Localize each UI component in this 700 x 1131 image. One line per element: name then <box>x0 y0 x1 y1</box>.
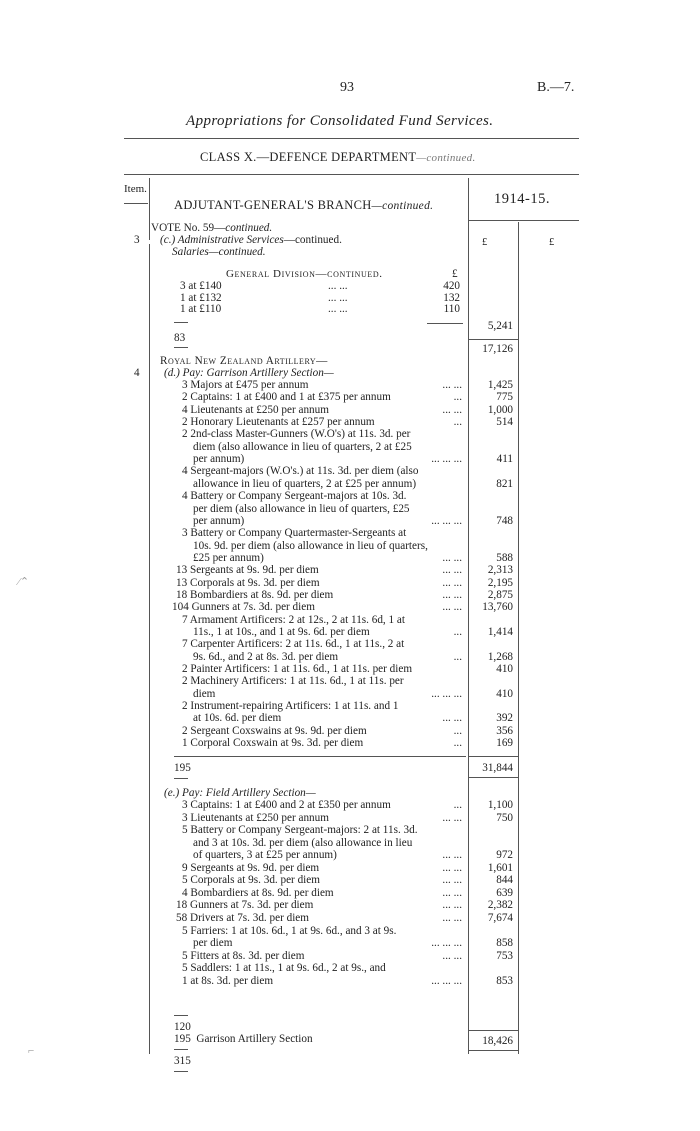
entry-text: of quarters, 3 at £25 per annum) <box>193 849 337 862</box>
entry-amount: 410 <box>496 663 513 676</box>
item-column-divider <box>149 178 150 240</box>
garrison-total-underline <box>469 777 518 778</box>
entry-text: diem (also allowance in lieu of quarters, 2 at £25 <box>193 440 412 453</box>
garrison-total: 31,844 <box>482 762 513 774</box>
field-heading: (e.) Pay: Field Artillery Section— <box>164 787 316 799</box>
entry-text: 7 Armament Artificers: 2 at 12s., 2 at 11s. 6d, 1 at <box>182 613 405 626</box>
entry-text: 2 Instrument-repairing Artificers: 1 at 11s. and 1 <box>182 700 399 713</box>
item-column-header: Item. <box>124 183 147 195</box>
entry-text: 11s., 1 at 10s., and 1 at 9s. 6d. per diem <box>193 626 370 638</box>
entry-amount: 750 <box>496 811 513 824</box>
entry-text: 13 Sergeants at 9s. 9d. per diem <box>176 564 319 577</box>
entry-text: 4 Sergeant-majors (W.O's.) at 11s. 3d. per diem (also <box>182 465 419 478</box>
entry-amount: 639 <box>496 886 513 899</box>
field-total-rule <box>469 1030 518 1031</box>
entry-amount: 844 <box>496 874 513 887</box>
entry-dots: ... ... <box>442 886 462 899</box>
entry-text: 3 Captains: 1 at £400 and 2 at £350 per annum <box>182 799 391 811</box>
entry-text: 3 Majors at £475 per annum <box>182 379 309 391</box>
entry-amount: 7,674 <box>487 911 513 924</box>
currency-symbol-left: £ <box>482 237 488 248</box>
entry-text: 2 Sergeant Coxswains at 9s. 9d. per diem <box>182 724 367 737</box>
entry-amount: 1,000 <box>487 403 513 416</box>
garrison-carry-count: 195 <box>174 1033 191 1045</box>
general-division-row-value: 420 <box>443 280 460 292</box>
item-number-4: 4 <box>134 367 140 379</box>
margin-mark: ⁄⌃ <box>18 576 30 588</box>
item-number-3: 3 <box>134 234 140 246</box>
entry-amount: 411 <box>496 453 513 466</box>
branch-heading-continued: —continued. <box>371 200 434 212</box>
entry-text: 9s. 6d., and 2 at 8s. 3d. per diem <box>193 650 339 663</box>
entry-dots: ... ... ... <box>431 687 462 700</box>
garrison-rule <box>174 756 466 757</box>
entry-amount: 410 <box>496 687 513 700</box>
entry-amount: 853 <box>496 974 513 987</box>
entry-dots: ... ... ... <box>431 453 462 466</box>
entry-text: per annum) <box>193 514 245 527</box>
entry-amount: 392 <box>496 712 513 725</box>
class-rule <box>124 174 579 175</box>
entry-dots: ... <box>453 391 462 404</box>
entry-dots: ... ... <box>442 874 462 887</box>
entry-dots: ... <box>453 626 462 638</box>
class-title-continued: —continued. <box>416 152 476 164</box>
entry-amount: 1,100 <box>487 799 513 811</box>
entry-dots: ... <box>453 650 462 663</box>
entry-dots: ... ... <box>442 601 462 614</box>
entry-amount: 2,382 <box>487 899 513 912</box>
entry-text: 1 Corporal Coxswain at 9s. 3d. per diem <box>182 737 364 750</box>
entry-text: at 10s. 6d. per diem <box>193 712 282 725</box>
entry-amount: 2,313 <box>487 564 513 577</box>
entry-text: 7 Carpenter Artificers: 2 at 11s. 6d., 1 at 11s., 2 at <box>182 638 405 651</box>
entry-text: 58 Drivers at 7s. 3d. per diem <box>176 911 309 924</box>
entry-text: 4 Battery or Company Sergeant-majors at 10s. 3d. <box>182 490 407 503</box>
entry-amount: 2,195 <box>487 576 513 589</box>
field-total: 18,426 <box>482 1035 513 1047</box>
staff-count-c: 83 <box>174 332 186 344</box>
entry-text: 3 Lieutenants at £250 per annum <box>182 811 329 824</box>
entry-text: per diem (also allowance in lieu of quarters, £25 <box>193 502 410 515</box>
garrison-carry-row <box>174 1033 313 1045</box>
entry-dots: ... ... <box>442 861 462 874</box>
entry-text: 2 2nd-class Master-Gunners (W.O's) at 11s. 3d. per <box>182 428 411 441</box>
general-division-row-dots: ... ... <box>328 280 348 292</box>
entry-text: 1 at 8s. 3d. per diem <box>182 974 274 987</box>
entry-text: and 3 at 10s. 3d. per diem (also allowance in lieu <box>193 836 413 849</box>
entry-amount: 13,760 <box>482 601 513 614</box>
entry-dots: ... <box>453 724 462 737</box>
entry-text: 13 Corporals at 9s. 3d. per diem <box>176 576 320 589</box>
entry-text: per annum) <box>193 453 245 466</box>
garrison-count-dash <box>174 778 188 779</box>
entry-dots: ... ... ... <box>431 937 462 950</box>
entry-dots: ... <box>453 416 462 429</box>
entry-amount: 748 <box>496 514 513 527</box>
entry-dots: ... ... <box>442 849 462 862</box>
vote-label: VOTE No. 59— <box>151 222 226 234</box>
total-c: 17,126 <box>482 343 513 355</box>
entry-text: 9 Sergeants at 9s. 9d. per diem <box>182 861 320 874</box>
entry-text: £25 per annum) <box>193 551 264 564</box>
grand-count-underline <box>174 1071 188 1072</box>
entry-amount: 588 <box>496 551 513 564</box>
entry-amount: 753 <box>496 949 513 962</box>
entry-text: 104 Gunners at 7s. 3d. per diem <box>172 601 315 614</box>
field-count: 120 <box>174 1021 191 1033</box>
entry-dots: ... ... <box>442 379 462 391</box>
branch-heading <box>174 198 433 213</box>
garrison-count: 195 <box>174 762 191 774</box>
general-division-currency: £ <box>452 268 458 280</box>
vote-label-continued: continued. <box>225 222 273 234</box>
entry-text: allowance in lieu of quarters, 2 at £25 per annum) <box>193 477 417 490</box>
header-rule <box>124 138 579 139</box>
entry-amount: 1,601 <box>487 861 513 874</box>
entry-text: 2 Machinery Artificers: 1 at 11s. 6d., 1 at 11s. per <box>182 675 404 688</box>
entry-dots: ... ... <box>442 712 462 725</box>
entry-text: 18 Gunners at 7s. 3d. per diem <box>176 899 314 912</box>
parliamentary-reference: B.—7. <box>537 80 575 95</box>
field-count-dash <box>174 1015 188 1016</box>
entry-text: 5 Saddlers: 1 at 11s., 1 at 9s. 6d., 2 at 9s., and <box>182 962 386 975</box>
page-number: 93 <box>340 80 354 95</box>
item-header-rule <box>124 203 148 204</box>
entry-dots: ... ... <box>442 899 462 912</box>
entry-dots: ... ... ... <box>431 514 462 527</box>
year-header: 1914-15. <box>494 191 550 207</box>
item-3-heading <box>160 234 342 246</box>
entry-text: 2 Honorary Lieutenants at £257 per annum <box>182 416 375 429</box>
entry-amount: 775 <box>496 391 513 404</box>
margin-mark-lower: ⌐ <box>28 1045 35 1057</box>
salaries-subheading: Salaries—continued. <box>172 246 266 258</box>
currency-symbol-right: £ <box>549 237 555 248</box>
general-division-row-label: 3 at £140 <box>180 280 222 292</box>
entry-dots: ... ... <box>442 911 462 924</box>
entry-text: per diem <box>193 937 233 950</box>
entry-amount: 169 <box>496 737 513 750</box>
garrison-total-rule <box>469 756 518 757</box>
branch-heading-text: ADJUTANT-GENERAL'S BRANCH <box>174 198 372 212</box>
entry-dots: ... ... <box>442 949 462 962</box>
class-title <box>200 150 476 165</box>
entry-amount: 2,875 <box>487 588 513 601</box>
item-3-heading-continued: —continued. <box>283 234 342 246</box>
rnza-heading: Royal New Zealand Artillery— <box>160 355 328 367</box>
page-title: Appropriations for Consolidated Fund Services. <box>186 113 494 129</box>
entry-dots: ... ... <box>442 588 462 601</box>
vote-heading <box>151 222 272 234</box>
entry-dots: ... ... <box>442 551 462 564</box>
entry-amount: 1,414 <box>487 626 513 638</box>
general-division-total: 5,241 <box>487 320 513 332</box>
count-dash <box>174 322 188 323</box>
entry-dots: ... <box>453 737 462 750</box>
garrison-heading: (d.) Pay: Garrison Artillery Section— <box>164 367 334 379</box>
garrison-carry-label: Garrison Artillery Section <box>196 1033 313 1045</box>
entry-text: diem <box>193 687 216 700</box>
entry-text: 4 Bombardiers at 8s. 9d. per diem <box>182 886 334 899</box>
entry-text: 5 Corporals at 9s. 3d. per diem <box>182 874 320 887</box>
entry-text: 3 Battery or Company Quartermaster-Sergeants at <box>182 527 407 540</box>
entry-text: 5 Battery or Company Sergeant-majors: 2 at 11s. 3d. <box>182 824 418 837</box>
amount-subcolumn-divider <box>518 222 519 1054</box>
entry-amount: 821 <box>496 477 513 490</box>
entry-amount: 356 <box>496 724 513 737</box>
entry-dots: ... ... <box>442 811 462 824</box>
total-c-rule <box>469 339 518 340</box>
general-division-row-value: 132 <box>443 291 460 304</box>
entry-text: 2 Captains: 1 at £400 and 1 at £375 per annum <box>182 391 391 404</box>
class-title-text: CLASS X.—DEFENCE DEPARTMENT <box>200 150 417 164</box>
general-division-heading: General Division—continued. <box>226 268 383 280</box>
entry-amount: 858 <box>496 937 513 950</box>
grand-count-dash <box>174 1049 188 1050</box>
entry-text: 4 Lieutenants at £250 per annum <box>182 403 329 416</box>
entry-text: 2 Painter Artificers: 1 at 11s. 6d., 1 at 11s. per diem <box>182 663 413 676</box>
general-division-row-value: 110 <box>443 303 460 315</box>
entry-dots: ... <box>453 799 462 811</box>
entry-dots: ... ... <box>442 403 462 416</box>
item-3-heading-text: (c.) Administrative Services <box>160 234 284 246</box>
entry-text: 10s. 9d. per diem (also allowance in lieu of quarters, <box>193 539 428 552</box>
entry-text: 5 Farriers: 1 at 10s. 6d., 1 at 9s. 6d., and 3 at 9s. <box>182 924 397 937</box>
entry-dots: ... ... <box>442 576 462 589</box>
entry-dots: ... ... ... <box>431 974 462 987</box>
entry-dots: ... ... <box>442 564 462 577</box>
field-total-underline <box>469 1050 518 1051</box>
general-division-row-label: 1 at £132 <box>180 291 222 304</box>
general-division-row-label: 1 at £110 <box>180 303 222 315</box>
entry-amount: 972 <box>496 849 513 862</box>
staff-count-rule <box>174 347 188 348</box>
general-division-row-dots: ... ... <box>328 303 348 315</box>
grand-count: 315 <box>174 1055 191 1067</box>
item-column-divider-lower <box>149 244 150 1054</box>
entry-amount: 1,268 <box>487 650 513 663</box>
entry-text: 18 Bombardiers at 8s. 9d. per diem <box>176 588 334 601</box>
general-division-row-dots: ... ... <box>328 291 348 304</box>
entry-text: 5 Fitters at 8s. 3d. per diem <box>182 949 305 962</box>
year-header-rule <box>469 220 579 221</box>
entry-amount: 1,425 <box>487 379 513 391</box>
entry-amount: 514 <box>496 416 513 429</box>
